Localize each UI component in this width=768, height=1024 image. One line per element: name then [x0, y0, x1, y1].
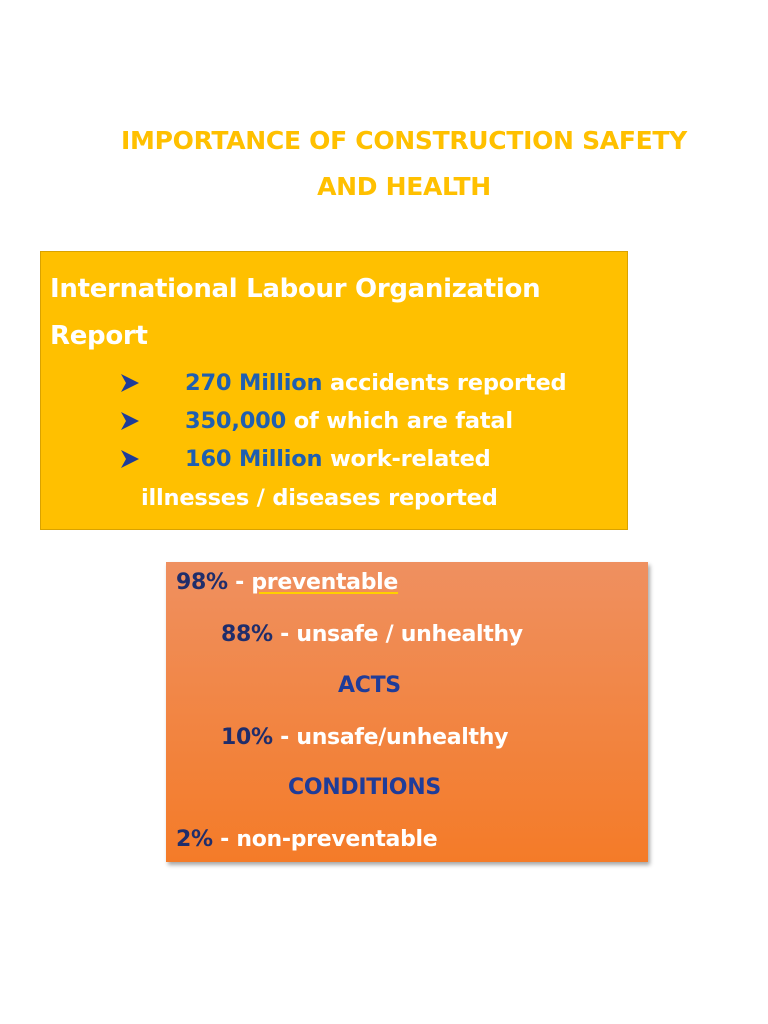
ilo-bullet-highlight: 270 Million [185, 370, 323, 396]
ilo-bullet-highlight: 350,000 [185, 408, 287, 434]
ilo-bullet-text [185, 446, 491, 472]
stat-preventable [176, 570, 398, 595]
ilo-bullet-item [41, 370, 629, 408]
ilo-bullet-item [41, 446, 629, 484]
ilo-bullet-text [185, 408, 513, 434]
stat-separator: - [227, 570, 252, 595]
statistics-box [166, 562, 648, 862]
stat-label: non-preventable [236, 827, 438, 852]
ilo-report-box [40, 251, 628, 530]
stat-percentage: 10% [221, 725, 273, 750]
stat-percentage: 2% [176, 827, 213, 852]
stat-percentage: 98% [176, 570, 228, 595]
page-title [40, 118, 768, 210]
ilo-heading-line2: Report [50, 321, 148, 351]
arrowhead-bullet-icon [119, 410, 141, 432]
ilo-bullet-list [41, 370, 629, 484]
ilo-heading-line1: International Labour Organization [50, 274, 541, 304]
stat-conditions-word: CONDITIONS [288, 775, 441, 800]
stat-unsafe-acts [221, 622, 523, 647]
stat-separator: - [272, 622, 297, 647]
ilo-bullet-text [185, 370, 566, 396]
stat-label: preventable [251, 570, 399, 595]
ilo-bullet-item [41, 408, 629, 446]
stat-non-preventable [176, 827, 437, 852]
stat-separator: - [272, 725, 297, 750]
arrowhead-bullet-icon [119, 448, 141, 470]
page-title-line1: IMPORTANCE OF CONSTRUCTION SAFETY [121, 126, 687, 155]
stat-separator: - [212, 827, 237, 852]
ilo-bullet-rest: of which are fatal [286, 408, 513, 434]
ilo-bullet-continuation: illnesses / diseases reported [141, 485, 498, 511]
arrowhead-bullet-icon [119, 372, 141, 394]
ilo-bullet-rest: work-related [322, 446, 491, 472]
ilo-bullet-rest: accidents reported [322, 370, 567, 396]
stat-label: unsafe / unhealthy [296, 622, 523, 647]
stat-label: unsafe/unhealthy [296, 725, 509, 750]
stat-acts-word: ACTS [338, 673, 401, 698]
ilo-bullet-highlight: 160 Million [185, 446, 323, 472]
ilo-heading [50, 266, 610, 360]
page-title-line2: AND HEALTH [317, 172, 491, 201]
stat-unsafe-conditions [221, 725, 508, 750]
stat-percentage: 88% [221, 622, 273, 647]
